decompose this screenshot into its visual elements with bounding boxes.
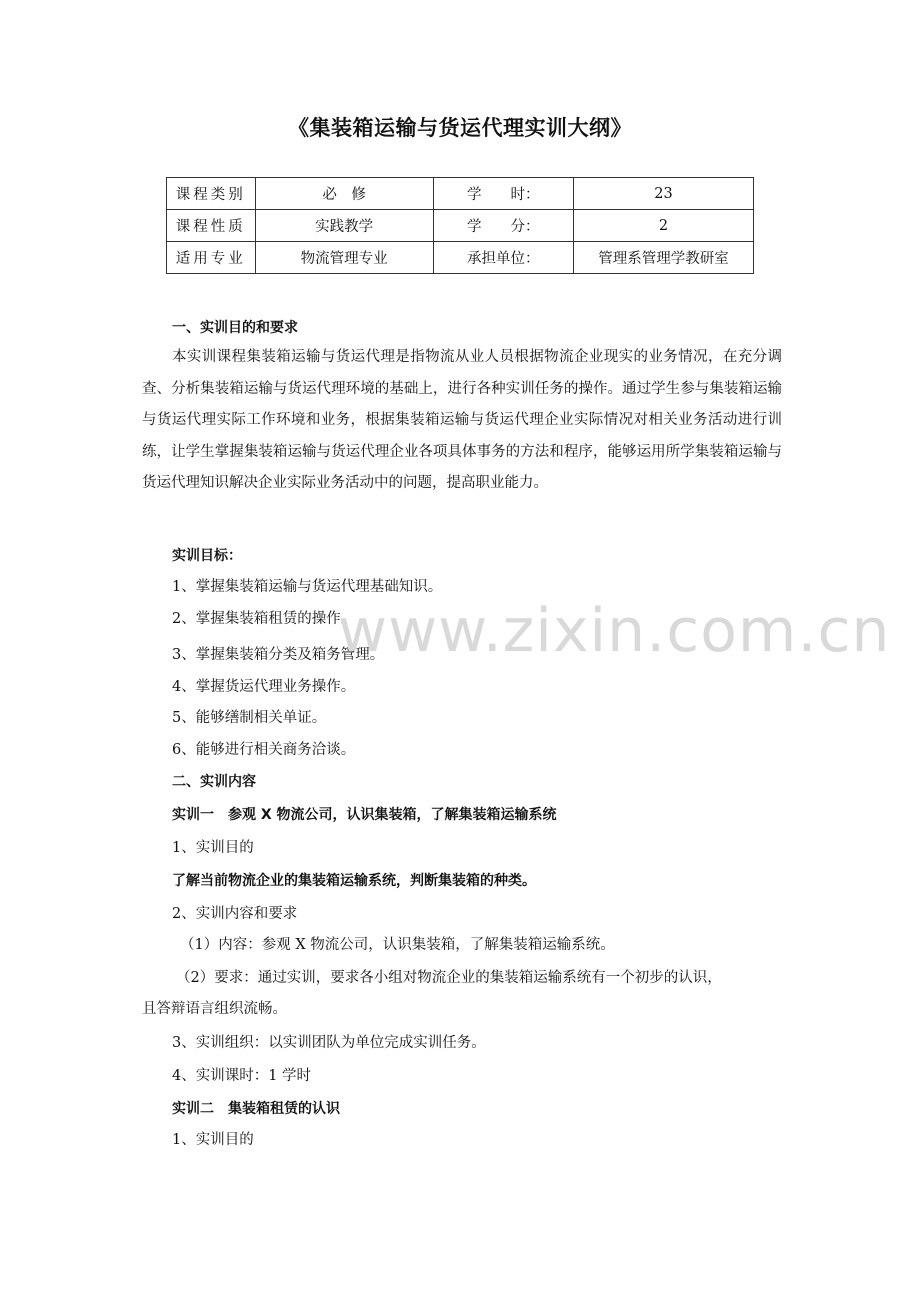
table-cell-label: 课程类别 — [167, 178, 256, 210]
table-row — [167, 178, 754, 210]
table-cell-label: 学 时： — [433, 178, 573, 210]
table-cell-value: 必 修 — [255, 178, 433, 210]
document-title: 《集装箱运输与货运代理实训大纲》 — [288, 116, 632, 140]
goal-item: 1、掌握集装箱运输与货运代理基础知识。 — [172, 579, 443, 595]
table-cell-value: 2 — [574, 210, 754, 242]
table-cell-label: 承担单位： — [433, 242, 573, 274]
training1-content-item: （2）要求：通过实训，要求各小组对物流企业的集装箱运输系统有一个初步的认识， — [176, 970, 722, 986]
goal-item: 4、掌握货运代理业务操作。 — [172, 679, 356, 695]
training1-purpose-text: 了解当前物流企业的集装箱运输系统，判断集装箱的种类。 — [172, 873, 536, 889]
table-cell-label: 课程性质 — [167, 210, 256, 242]
goals-heading: 实训目标： — [172, 548, 242, 564]
training1-purpose-label: 1、实训目的 — [172, 840, 254, 856]
section1-heading: 一、实训目的和要求 — [172, 320, 298, 336]
training1-content-item-continued: 且答辩语言组织流畅。 — [142, 1001, 287, 1017]
table-row — [167, 242, 754, 274]
section1-paragraph: 本实训课程集装箱运输与货运代理是指物流从业人员根据物流企业现实的业务情况，在充分调查、分析集装箱运输与货运代理环境的基础上，进行各种实训任务的操作。通过学生参与集装箱运输与货运代理实际工作环境和业务，根据集装箱运输与货运代理企业实际情况对相关业务活动进行训练，让学生掌握集装箱运输与货运代理企业各项具体事务的方法和程序，能够运用所学集装箱运输与货运代理知识解决企业实际业务活动中的问题，提高职业能力。 — [142, 349, 782, 492]
watermark: www.zixin.com.cn — [338, 596, 891, 666]
training1-content-label: 2、实训内容和要求 — [172, 906, 298, 922]
table-cell-value: 物流管理专业 — [255, 242, 433, 274]
goal-item: 3、掌握集装箱分类及箱务管理。 — [172, 647, 385, 663]
table-cell-value: 实践教学 — [255, 210, 433, 242]
goal-item: 6、能够进行相关商务洽谈。 — [172, 742, 356, 758]
table-row — [167, 210, 754, 242]
training1-hours: 4、实训课时：1 学时 — [172, 1068, 312, 1084]
table-cell-label: 学 分： — [433, 210, 573, 242]
goal-item: 5、能够缮制相关单证。 — [172, 710, 327, 726]
training2-heading: 实训二 集装箱租赁的认识 — [172, 1101, 340, 1117]
table-cell-label: 适用专业 — [167, 242, 256, 274]
table-cell-value: 23 — [574, 178, 754, 210]
course-info-table — [166, 177, 754, 274]
training1-organization: 3、实训组织：以实训团队为单位完成实训任务。 — [172, 1035, 486, 1051]
table-cell-value: 管理系管理学教研室 — [574, 242, 754, 274]
goal-item: 2、掌握集装箱租赁的操作。 — [172, 611, 356, 627]
training1-heading: 实训一 参观 X 物流公司，认识集装箱，了解集装箱运输系统 — [172, 807, 557, 823]
training2-purpose-label: 1、实训目的 — [172, 1132, 254, 1148]
section2-heading: 二、实训内容 — [172, 774, 256, 790]
training1-content-item: （1）内容：参观 X 物流公司，认识集装箱，了解集装箱运输系统。 — [180, 937, 615, 953]
